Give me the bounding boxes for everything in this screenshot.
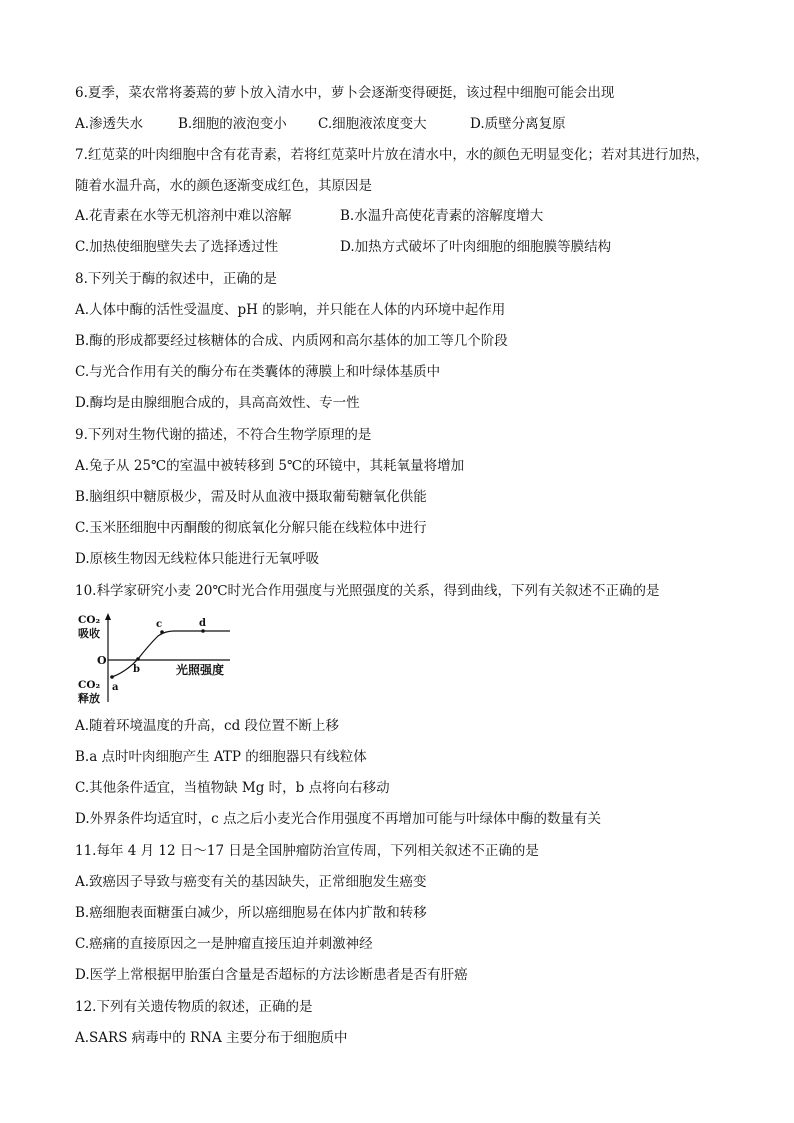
q8-option-d: D.酶均是由腺细胞合成的，具高高效性、专一性 [75, 395, 360, 411]
point-c-label: c [156, 619, 163, 630]
q10-option-c: C.其他条件适宜，当植物缺 Mg 时，b 点将向右移动 [75, 780, 390, 796]
q8-option-c: C.与光合作用有关的酶分布在类囊体的薄膜上和叶绿体基质中 [75, 364, 441, 380]
q8-option-b: B.酶的形成都要经过核糖体的合成、内质网和高尔基体的加工等几个阶段 [75, 333, 508, 349]
q11-option-a: A.致癌因子导致与癌变有关的基因缺失，正常细胞发生癌变 [75, 874, 427, 890]
y-axis-arrow [105, 613, 111, 620]
point-a [110, 675, 114, 679]
q7-option-c: C.加热使细胞壁失去了选择透过性 [75, 239, 279, 255]
q10-option-d: D.外界条件均适宜时，c 点之后小麦光合作用强度不再增加可能与叶绿体中酶的数量有关 [75, 811, 601, 827]
point-d-label: d [199, 618, 206, 629]
point-c [160, 630, 164, 634]
q10-option-a: A.随着环境温度的升高，cd 段位置不断上移 [75, 718, 340, 734]
q12-stem: 12.下列有关遗传物质的叙述，正确的是 [75, 999, 313, 1015]
y-top-label-absorb: 吸收 [78, 627, 100, 640]
q8-stem: 8.下列关于酶的叙述中，正确的是 [75, 271, 277, 287]
q7-option-b: B.水温升高使花青素的溶解度增大 [340, 208, 544, 224]
q8-option-a: A.人体中酶的活性受温度、pH 的影响，并只能在人体的内环境中起作用 [75, 302, 506, 318]
q11-option-c: C.癌痛的直接原因之一是肿瘤直接压迫并刺激神经 [75, 936, 373, 952]
q7-stem-line1: 7.红苋菜的叶肉细胞中含有花青素，若将红苋菜叶片放在清水中，水的颜色无明显变化；若对其进行加热， [75, 147, 709, 163]
point-b [136, 657, 140, 661]
q6-stem: 6.夏季，菜农常将萎蔫的萝卜放入清水中，萝卜会逐渐变得硬挺，该过程中细胞可能会出现 [75, 85, 615, 101]
point-d [201, 629, 205, 633]
q11-option-b: B.癌细胞表面糖蛋白减少，所以癌细胞易在体内扩散和转移 [75, 905, 427, 921]
q10-option-b: B.a 点时叶肉细胞产生 ATP 的细胞器只有线粒体 [75, 749, 367, 765]
q12-option-a: A.SARS 病毒中的 RNA 主要分布于细胞质中 [75, 1030, 348, 1046]
y-top-label-co2: CO₂ [78, 614, 101, 626]
q10-stem: 10.科学家研究小麦 20℃时光合作用强度与光照强度的关系，得到曲线，下列有关叙述不正确的是 [75, 583, 660, 599]
q6-option-c: C.细胞液浓度变大 [318, 116, 427, 132]
origin-label: O [97, 654, 107, 667]
q7-option-d: D.加热方式破坏了叶肉细胞的细胞膜等膜结构 [340, 239, 612, 255]
x-axis-label: 光照强度 [176, 663, 225, 677]
q11-option-d: D.医学上常根据甲胎蛋白含量是否超标的方法诊断患者是否有肝癌 [75, 967, 468, 983]
q6-option-a: A.渗透失水 [75, 116, 144, 132]
q6-option-b: B.细胞的液泡变小 [178, 116, 287, 132]
q9-option-b: B.脑组织中糖原极少，需及时从血液中摄取葡萄糖氧化供能 [75, 489, 427, 505]
q7-option-a: A.花青素在水等无机溶剂中难以溶解 [75, 208, 292, 224]
point-a-label: a [112, 682, 119, 693]
q9-option-c: C.玉米胚细胞中丙酮酸的彻底氧化分解只能在线粒体中进行 [75, 520, 427, 536]
point-b-label: b [133, 664, 140, 675]
photosynthesis-light-curve [72, 610, 242, 706]
q7-stem-line2: 随着水温升高，水的颜色逐渐变成红色，其原因是 [75, 178, 372, 194]
q9-option-a: A.兔子从 25℃的室温中被转移到 5℃的环镜中，其耗氧量将增加 [75, 458, 465, 474]
q9-option-d: D.原核生物因无线粒体只能进行无氧呼吸 [75, 551, 320, 567]
q9-stem: 9.下列对生物代谢的描述，不符合生物学原理的是 [75, 427, 372, 443]
q6-option-d: D.质壁分离复原 [470, 116, 566, 132]
q11-stem: 11.每年 4 月 12 日～17 日是全国肿瘤防治宣传周，下列相关叙述不正确的是 [75, 843, 539, 859]
y-bottom-label-release: 释放 [78, 692, 100, 705]
y-bottom-label-co2: CO₂ [78, 679, 101, 691]
